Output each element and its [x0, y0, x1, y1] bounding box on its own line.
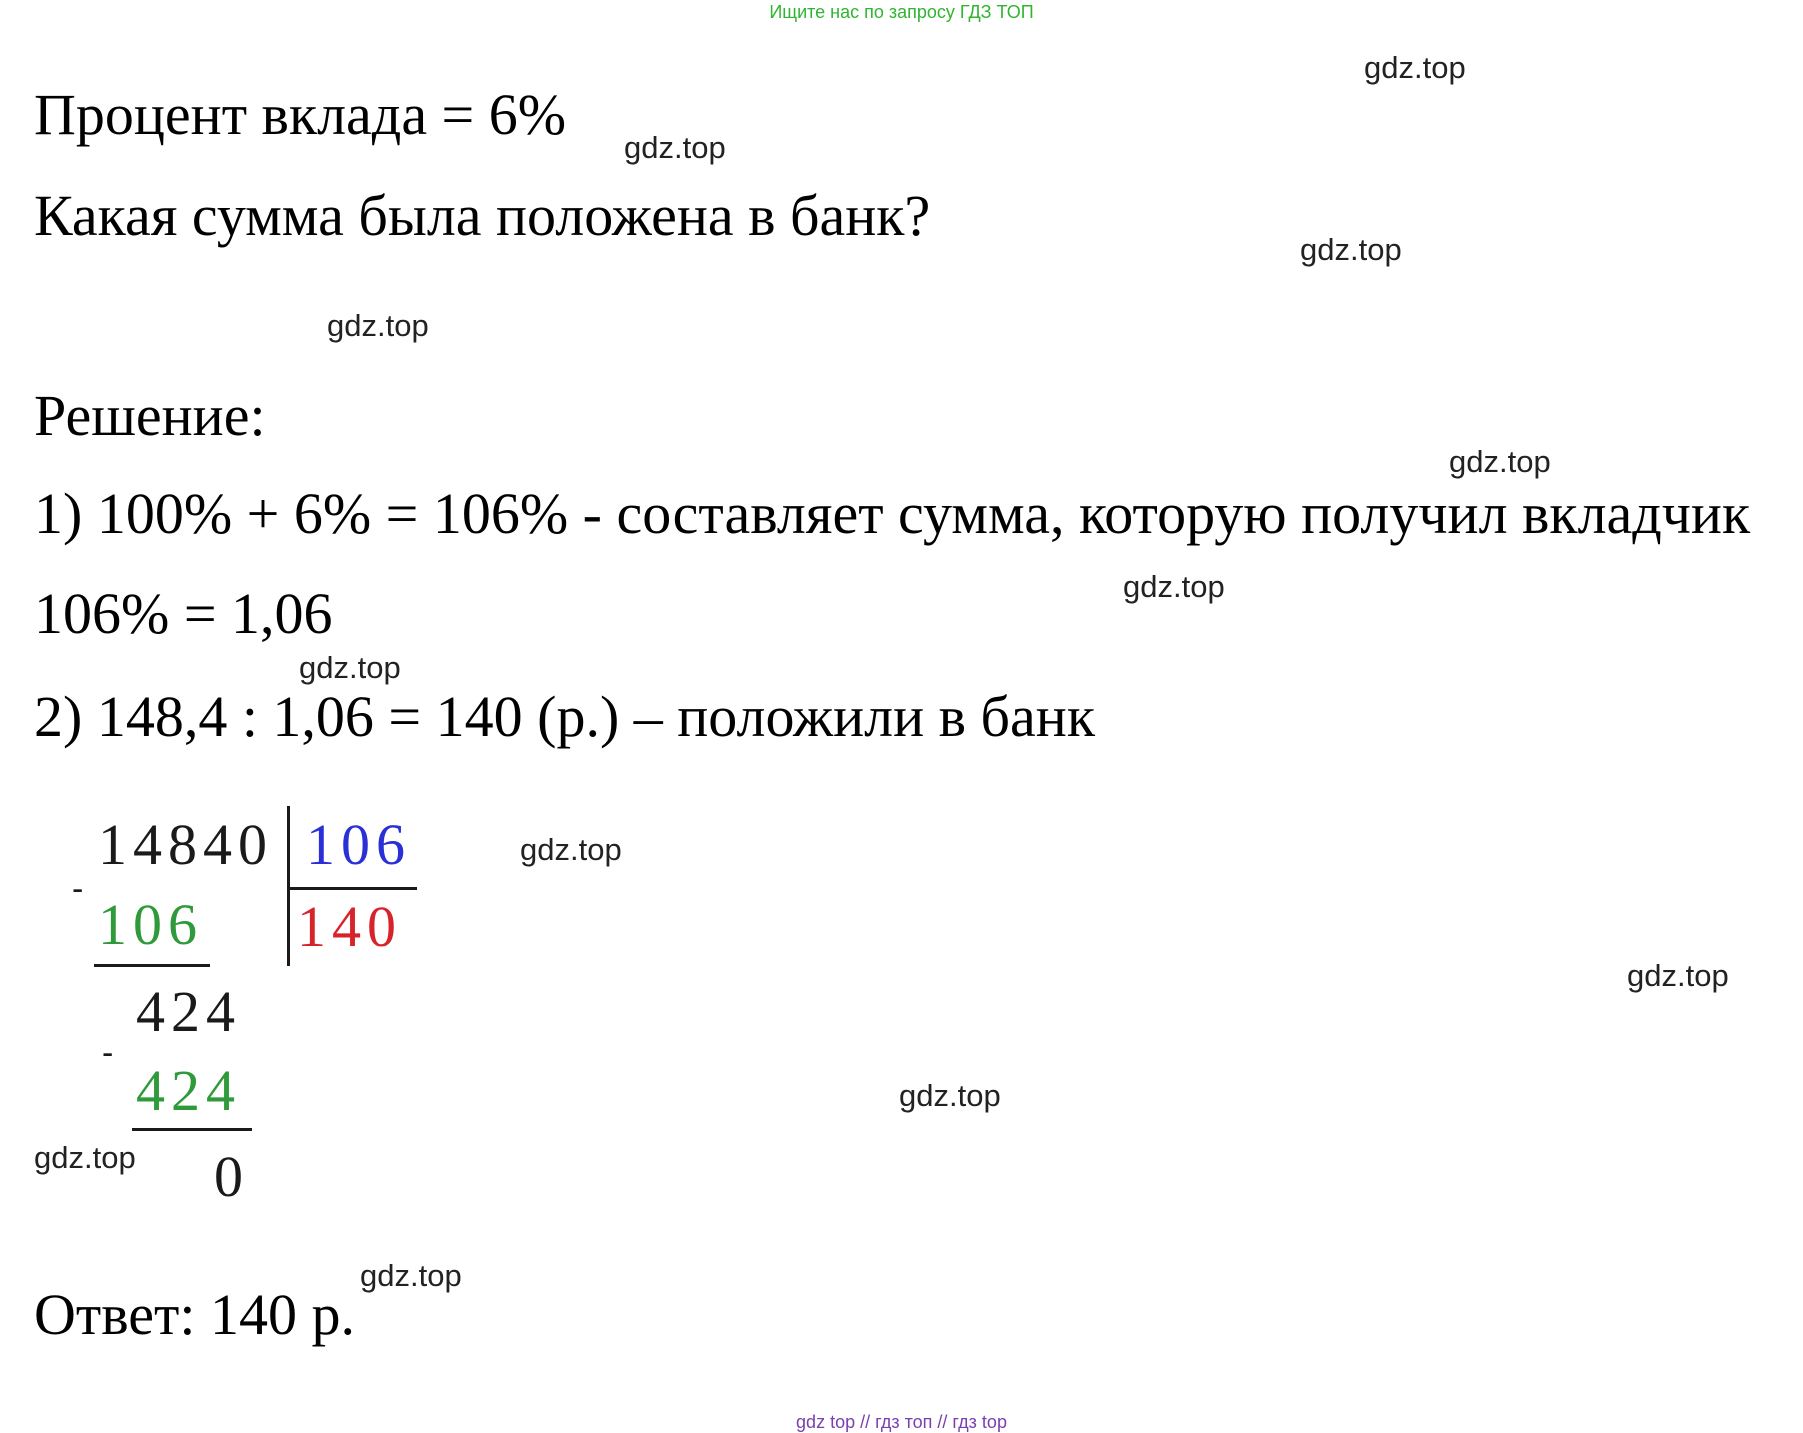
step1-line: 1) 100% + 6% = 106% - составляет сумма, которую получил вкладчик: [34, 481, 1751, 546]
watermark: gdz.top: [1123, 569, 1225, 604]
step1-underline: [94, 964, 210, 967]
divisor-underline: [289, 887, 417, 890]
watermark: gdz.top: [327, 308, 429, 343]
divisor: 106: [306, 812, 411, 877]
question-line: Какая сумма была положена в банк?: [34, 183, 931, 248]
step1-subtrahend: 106: [98, 892, 203, 957]
final-remainder: 0: [214, 1144, 249, 1209]
solution-heading: Решение:: [34, 383, 266, 448]
watermark: gdz.top: [520, 832, 622, 867]
watermark: gdz.top: [1300, 232, 1402, 267]
minus-sign-2: -: [102, 1034, 114, 1072]
search-banner: Ищите нас по запросу ГДЗ ТОП: [769, 2, 1034, 22]
watermark: gdz.top: [1449, 444, 1551, 479]
quotient: 140: [297, 894, 402, 959]
watermark: gdz.top: [1627, 958, 1729, 993]
footer-links: gdz top // гдз топ // гдз top: [796, 1412, 1007, 1432]
percent-line: Процент вклада = 6%: [34, 82, 567, 147]
watermark: gdz.top: [299, 650, 401, 685]
minus-sign-1: -: [72, 870, 84, 908]
step2-line: 2) 148,4 : 1,06 = 140 (р.) – положили в банк: [34, 684, 1095, 749]
step1-remainder: 424: [136, 979, 241, 1044]
dividend: 14840: [98, 812, 273, 877]
watermark: gdz.top: [899, 1078, 1001, 1113]
division-vertical-line: [287, 806, 290, 966]
step2-underline: [132, 1128, 252, 1131]
decimal-line: 106% = 1,06: [34, 581, 333, 646]
watermark: gdz.top: [360, 1258, 462, 1293]
watermark: gdz.top: [1364, 50, 1466, 85]
step2-subtrahend: 424: [136, 1058, 241, 1123]
watermark: gdz.top: [624, 130, 726, 165]
watermark: gdz.top: [34, 1140, 136, 1175]
answer-line: Ответ: 140 р.: [34, 1282, 355, 1347]
